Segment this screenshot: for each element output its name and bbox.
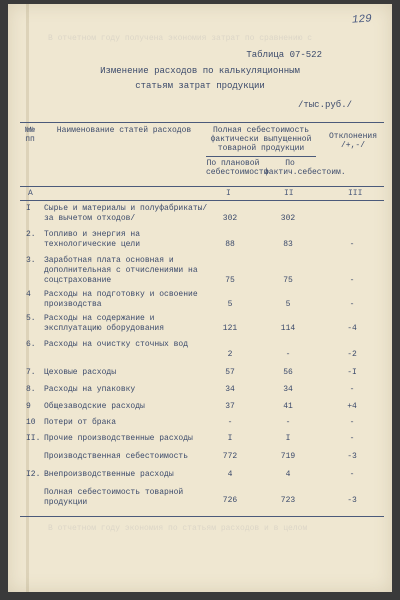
header-planned: По плановой себестоимости	[206, 159, 269, 177]
deviation-value: -	[349, 418, 355, 427]
actual-value: 114	[280, 324, 296, 333]
rule	[20, 516, 384, 517]
deviation-value: +4	[347, 402, 357, 411]
row-number: 3.	[26, 256, 36, 265]
row-label: Производственная себестоимость	[44, 452, 189, 461]
actual-value: 83	[283, 240, 293, 249]
deviation-value: -4	[347, 324, 357, 333]
bleed-through-text: В отчетном году получена экономия затрат по сравнению с	[48, 34, 313, 43]
planned-value: 4	[227, 470, 233, 479]
row-number: I2.	[26, 470, 41, 479]
title-line: Изменение расходов по калькуляционным	[100, 66, 300, 76]
rule	[206, 156, 316, 157]
actual-value: 719	[280, 452, 296, 461]
planned-value: 57	[225, 368, 235, 377]
bleed-through-text: В отчетном году экономия по статьям расходов и в целом	[48, 524, 308, 533]
row-number: 5.	[26, 314, 36, 323]
deviation-value: -	[349, 434, 355, 443]
actual-value: 34	[283, 385, 293, 394]
row-label: Внепроизводственные расходы	[44, 470, 174, 479]
row-label: Заработная плата основная и дополнительная с отчислениями на соцстрахование	[44, 256, 198, 285]
actual-value: 41	[283, 402, 293, 411]
planned-value: 772	[222, 452, 238, 461]
actual-value: -	[285, 418, 291, 427]
row-label: Общезаводские расходы	[44, 402, 145, 411]
planned-value: 302	[222, 214, 238, 223]
planned-value: 726	[222, 496, 238, 505]
table-title	[38, 64, 362, 94]
column-number: I	[226, 189, 231, 198]
row-label: Расходы на упаковку	[44, 385, 136, 394]
row-number: 2.	[26, 230, 36, 239]
row-number: I	[26, 204, 31, 213]
header-cost-group: Полная себестоимость фактически выпущенной товарной продукции	[210, 126, 312, 153]
planned-value: -	[227, 418, 233, 427]
planned-value: 37	[225, 402, 235, 411]
actual-value: -	[285, 350, 291, 359]
header-deviation: Отклонения /+,-/	[328, 132, 377, 150]
deviation-value: -2	[347, 350, 357, 359]
planned-value: 2	[227, 350, 233, 359]
row-number: 4	[26, 290, 31, 299]
header-number: №№ пп	[25, 126, 35, 144]
deviation-value: -	[349, 470, 355, 479]
planned-value: 5	[227, 300, 233, 309]
row-label: Прочие производственные расходы	[44, 434, 193, 443]
planned-value: 75	[225, 276, 235, 285]
table-number: Таблица 07-522	[246, 50, 322, 60]
row-label: Расходы на очистку сточных вод	[44, 340, 189, 349]
column-number: А	[28, 189, 33, 198]
row-label: Полная себестоимость товарной продукции	[44, 488, 184, 507]
planned-value: 34	[225, 385, 235, 394]
column-number: III	[348, 189, 363, 198]
title-line: статьям затрат продукции	[135, 81, 265, 91]
row-number: 10	[26, 418, 36, 427]
actual-value: 302	[280, 214, 296, 223]
folio-number: 129	[351, 13, 373, 27]
row-number: 7.	[26, 368, 36, 377]
actual-value: I	[285, 434, 291, 443]
deviation-value: -	[349, 300, 355, 309]
rule	[20, 122, 384, 123]
header-actual: По фактич.себестоим.	[264, 159, 346, 177]
row-label: Потери от брака	[44, 418, 117, 427]
actual-value: 75	[283, 276, 293, 285]
actual-value: 5	[285, 300, 291, 309]
actual-value: 723	[280, 496, 296, 505]
planned-value: 88	[225, 240, 235, 249]
row-number: 6.	[26, 340, 36, 349]
row-label: Расходы на подготовку и освоение производства	[44, 290, 198, 309]
row-label: Расходы на содержание и эксплуатацию оборудования	[44, 314, 165, 333]
deviation-value: -	[349, 240, 355, 249]
row-label: Топливо и энергия на технологические цели	[44, 230, 141, 249]
rule	[20, 200, 384, 201]
column-number: II	[284, 189, 294, 198]
header-name: Наименование статей расходов	[56, 126, 192, 135]
row-number: 9	[26, 402, 31, 411]
deviation-value: -3	[347, 496, 357, 505]
unit-label: /тыс.руб./	[297, 100, 352, 110]
deviation-value: -3	[347, 452, 357, 461]
row-number: 8.	[26, 385, 36, 394]
planned-value: 121	[222, 324, 238, 333]
deviation-value: -	[349, 276, 355, 285]
deviation-value: -	[349, 385, 355, 394]
deviation-value: -I	[347, 368, 357, 377]
actual-value: 56	[283, 368, 293, 377]
row-label: Сырье и материалы и полуфабрикаты/за вычетом отходов/	[44, 204, 208, 223]
actual-value: 4	[285, 470, 291, 479]
row-number: II.	[26, 434, 41, 443]
planned-value: I	[227, 434, 233, 443]
row-label: Цеховые расходы	[44, 368, 117, 377]
rule	[20, 186, 384, 187]
document-page	[8, 4, 392, 592]
